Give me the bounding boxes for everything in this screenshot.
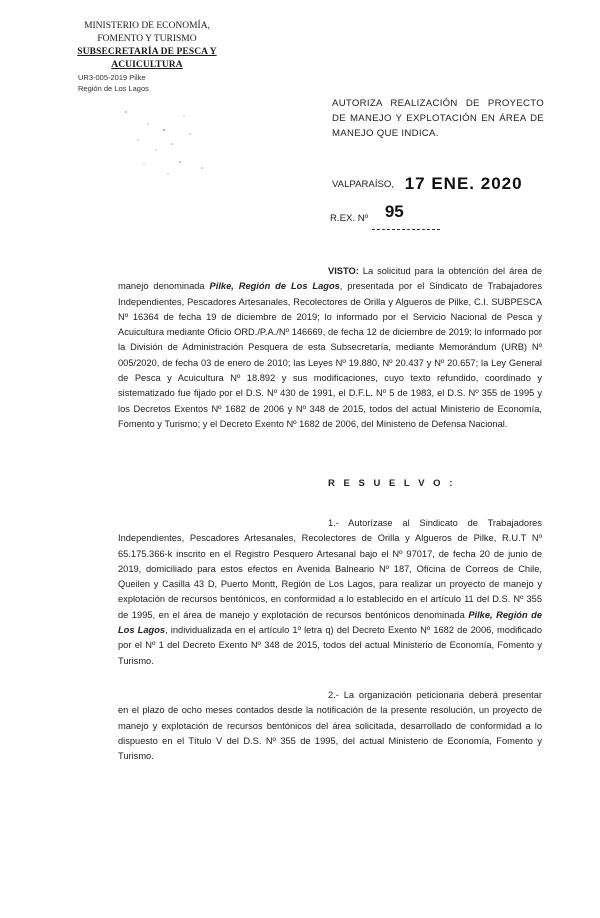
date-stamp: 17 ENE. 2020 (404, 174, 523, 193)
article-1-text-2: , individualizada en el artículo 1º letra q) del Decreto Exento Nº 1682 de 2006, modificado por el Nº 1 del Decreto Exento Nº 348 de 2015, todos del actual Ministerio de Economía, Fomento y Turismo. (118, 625, 542, 666)
visto-text-2: , presentada por el Sindicato de Trabajadores Independientes, Pescadores Artesanales, Recolectores de Orilla y Algueros de Pilke, C.I. SUBPESCA Nº 16364 de fecha 19 de diciembre de 2019; lo informado por el Servicio Nacional de Pesca y Acuicultura mediante Oficio ORD./P.A./Nº 146669, de fecha 12 de diciembre de 2019; lo informado por la División de Administración Pesquera de esta Subsecretaría, mediante Memorándum (URB) Nº 005/2020, de fecha 03 de enero de 2010; las Leyes Nº 19.880, Nº 20.437 y Nº 20.657; la Ley General de Pesca y Acuicultura Nº 18.892 y sus modificaciones, cuyo texto refundido, coordinado y sistematizado fue fijado por el D.S. Nº 430 de 1991, el D.F.L. Nº 5 de 1983, el D.S. Nº 355 de 1995 y los Decretos Exentos Nº 1682 de 2006 y Nº 348 de 2015, todos del actual Ministerio de Economía, Fomento y Turismo; y el Decreto Exento Nº 1682 de 2006, del Ministerio de Defensa Nacional. (118, 281, 542, 429)
date-line (332, 172, 523, 192)
resuelvo-label: R E S U E L V O : (328, 478, 456, 489)
rex-underline (372, 229, 440, 230)
resuelvo-heading (118, 476, 542, 491)
article-1-paragraph (118, 516, 542, 669)
rex-label: R.EX. Nº (330, 213, 369, 224)
ministry-line-1: MINISTERIO DE ECONOMÍA, (84, 21, 210, 31)
date-place: VALPARAÍSO, (332, 179, 395, 190)
visto-paragraph (118, 264, 542, 432)
reference-code: UR3-005-2019 Pilke (78, 73, 146, 82)
resolution-subject: AUTORIZA REALIZACIÓN DE PROYECTO DE MANEJO Y EXPLOTACIÓN EN ÁREA DE MANEJO QUE INDICA. (332, 98, 544, 139)
region-label: Región de Los Lagos (78, 84, 149, 93)
visto-area-name: Pilke, Región de Los Lagos (209, 281, 340, 292)
article-1-text-1: 1.- Autorízase al Sindicato de Trabajadores Independientes, Pescadores Artesanales, Recolectores de Orilla y Algueros de Pilke, R.U.T Nº 65.175.366-k inscrito en el Registro Pesquero Artesanal bajo el Nº 97017, de fecha 20 de junio de 2019, domiciliado para estos efectos en Avenida Balneario Nº 187, Oficina de Correos de Chile, Queilen y Casilla 43 D, Puerto Montt, Región de Los Lagos, para realizar un proyecto de manejo y explotación de recursos bentónicos, en conformidad a lo establecido en el artículo 11 del D.S. Nº 355 de 1995, en el área de manejo y explotación de recursos bentónicos denominada (118, 518, 542, 620)
rex-number: 95 (384, 202, 404, 221)
subsecretaria-name: SUBSECRETARÍA DE PESCA Y ACUICULTURA (77, 47, 217, 70)
visto-label: VISTO: (328, 266, 359, 276)
resolution-number-line (330, 202, 404, 226)
scan-noise-marks (120, 104, 210, 184)
article-1-area-name: Pilke, Región de Los Lagos (118, 609, 543, 636)
article-2-text: 2.- La organización peticionaria deberá presentar en el plazo de ocho meses contados desde la notificación de la presente resolución, un proyecto de manejo y explotación de recursos bentónicos del área solicitada, desarrollado de conformidad a lo dispuesto en el Título V del D.S. Nº 355 de 1995, del actual Ministerio de Economía, Fomento y Turismo. (118, 690, 542, 762)
ministry-line-2: FOMENTO Y TURISMO (97, 34, 197, 44)
reference-block (78, 72, 149, 94)
letterhead (52, 20, 242, 72)
visto-text-1: La solicitud para la obtención del área de manejo denominada (118, 266, 542, 292)
article-2-paragraph (118, 688, 542, 764)
